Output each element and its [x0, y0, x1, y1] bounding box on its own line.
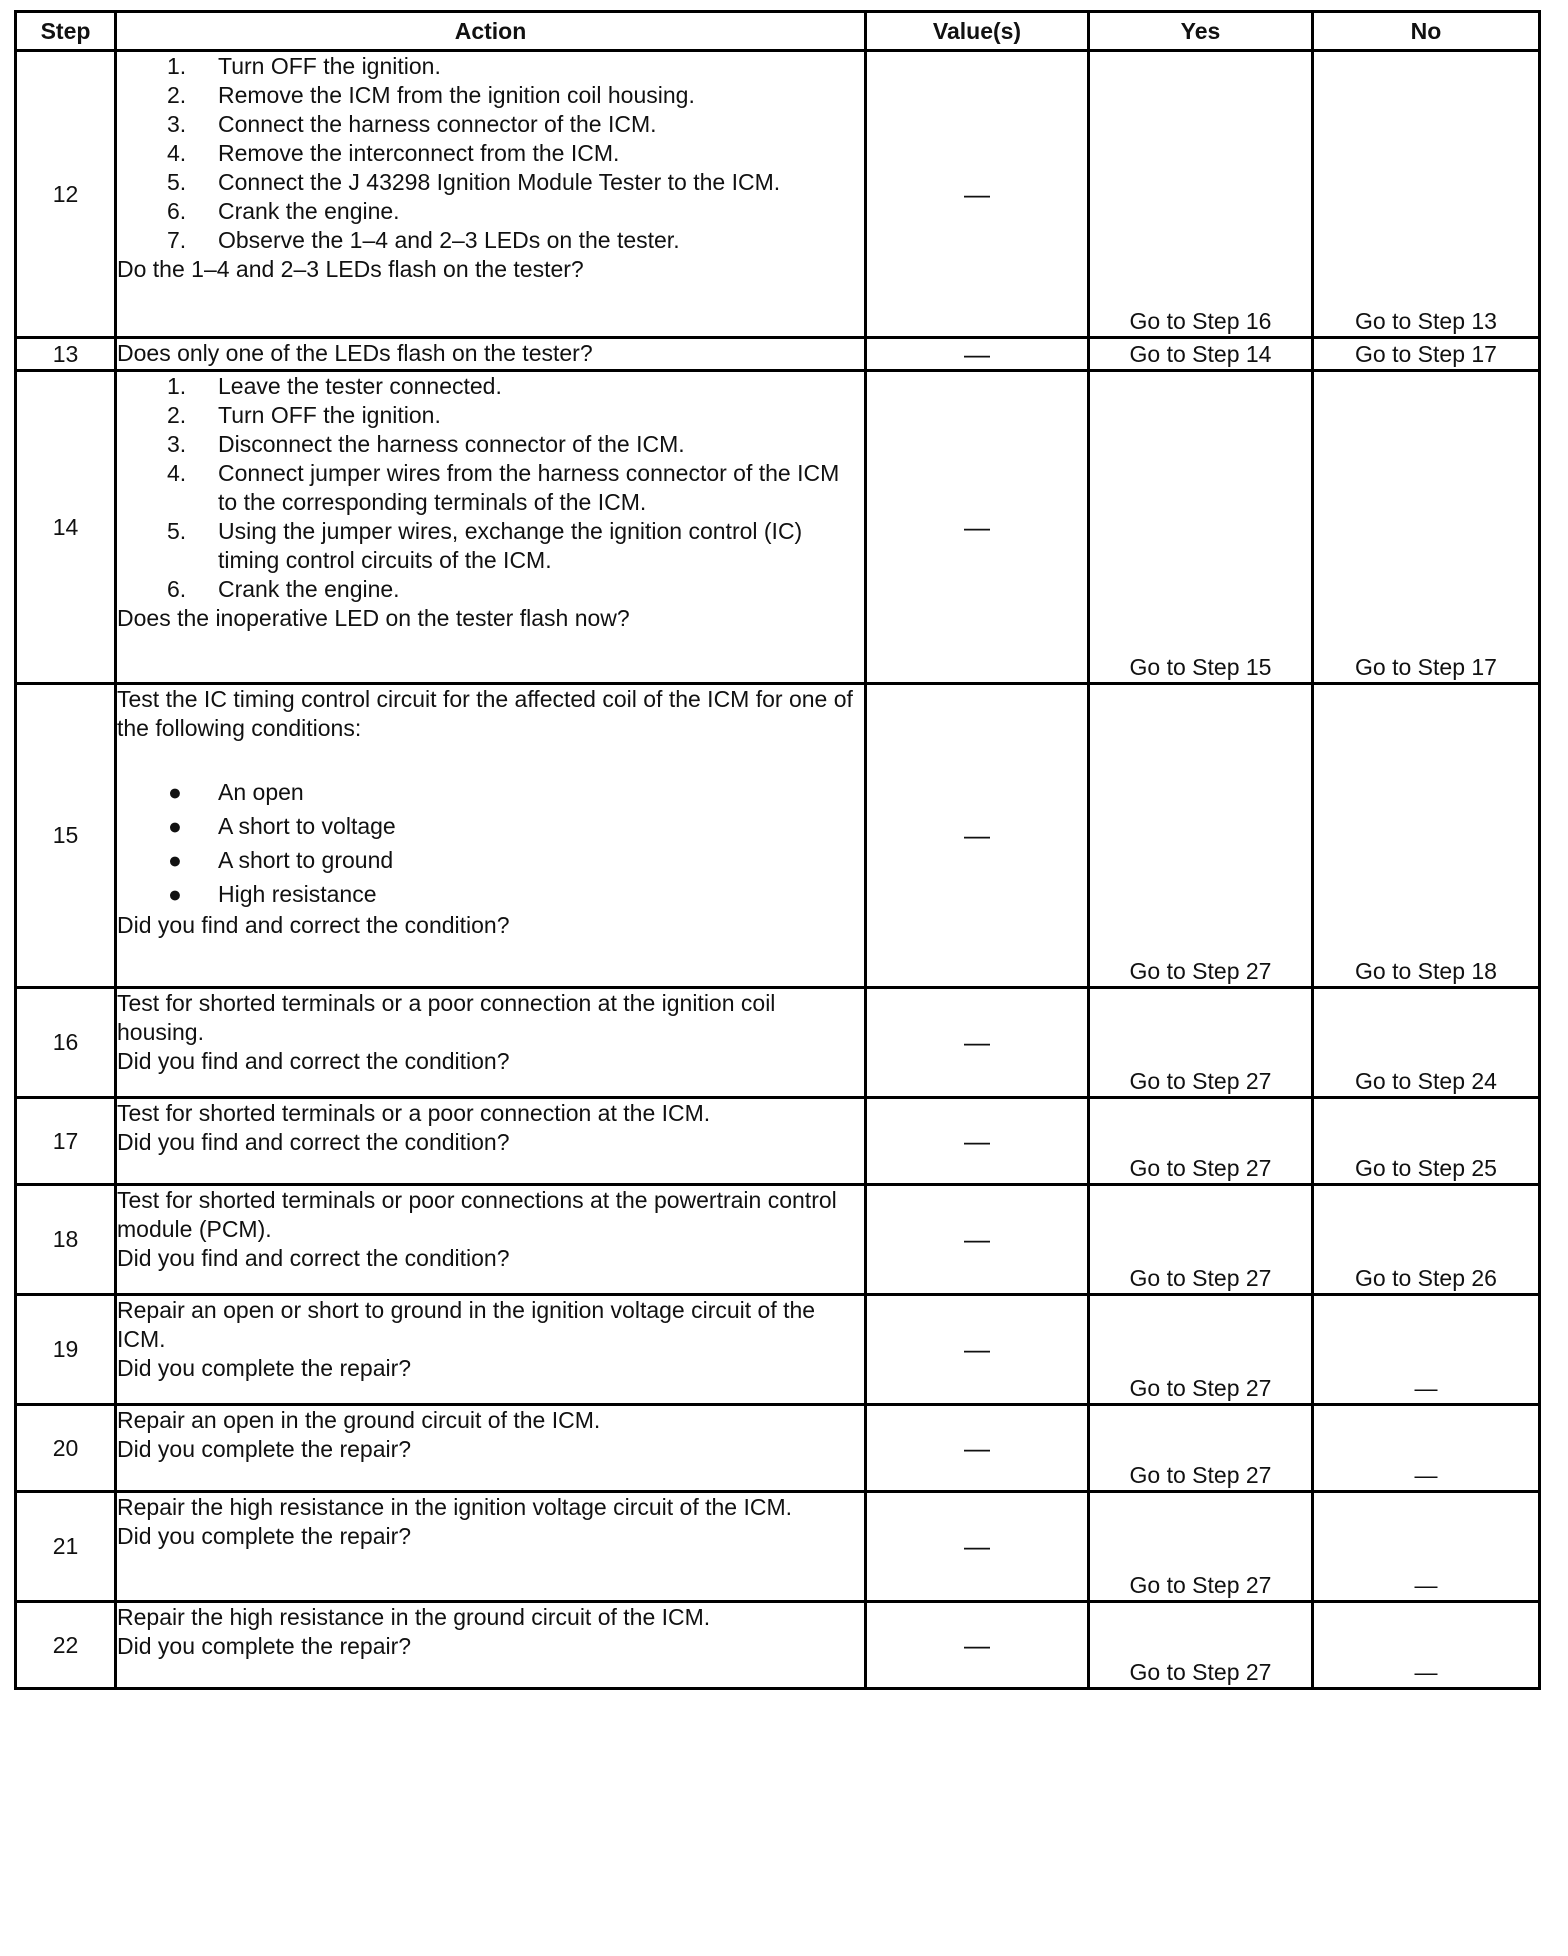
action-cell [116, 1098, 866, 1185]
no-cell: — [1313, 1295, 1540, 1405]
procedure-list [117, 52, 864, 255]
value-cell: — [866, 1185, 1089, 1295]
action-question: Did you complete the repair? [117, 1355, 412, 1381]
step-number: 12 [16, 51, 116, 338]
procedure-step-text: Remove the ICM from the ignition coil housing. [218, 82, 695, 108]
value-cell: — [866, 1098, 1089, 1185]
yes-cell: Go to Step 15 [1089, 371, 1313, 684]
procedure-step [117, 52, 864, 81]
bullet-icon: ● [168, 813, 182, 839]
procedure-step-text: Leave the tester connected. [218, 373, 502, 399]
condition-text: A short to ground [218, 847, 394, 873]
procedure-step-number: 2. [167, 82, 187, 108]
action-text: Test the IC timing control circuit for the affected coil of the ICM for one of the following conditions: [117, 686, 853, 741]
procedure-step-text: Crank the engine. [218, 198, 400, 224]
action-question: Did you complete the repair? [117, 1633, 412, 1659]
procedure-step-number: 7. [167, 227, 187, 253]
table-row [16, 1295, 1540, 1405]
procedure-step-text: Remove the interconnect from the ICM. [218, 140, 620, 166]
action-cell [116, 1492, 866, 1602]
action-cell [116, 51, 866, 338]
no-cell: — [1313, 1405, 1540, 1492]
value-cell: — [866, 338, 1089, 371]
value-cell: — [866, 1295, 1089, 1405]
yes-cell: Go to Step 27 [1089, 988, 1313, 1098]
procedure-step-text: Disconnect the harness connector of the ICM. [218, 431, 685, 457]
table-row [16, 51, 1540, 338]
value-cell: — [866, 51, 1089, 338]
header-step: Step [16, 12, 116, 51]
diagnostic-table [14, 10, 1541, 1690]
no-cell: — [1313, 1492, 1540, 1602]
header-yes: Yes [1089, 12, 1313, 51]
action-text: Test for shorted terminals or a poor connection at the ignition coil housing. [117, 990, 776, 1045]
action-cell [116, 684, 866, 988]
table-row [16, 338, 1540, 371]
value-cell: — [866, 371, 1089, 684]
step-number: 15 [16, 684, 116, 988]
yes-cell: Go to Step 27 [1089, 1185, 1313, 1295]
condition-list [117, 775, 864, 911]
action-cell [116, 1405, 866, 1492]
procedure-step-text: Connect the harness connector of the ICM. [218, 111, 657, 137]
action-question: Did you find and correct the condition? [117, 1245, 510, 1271]
procedure-step [117, 139, 864, 168]
yes-cell: Go to Step 27 [1089, 1295, 1313, 1405]
procedure-step-text: Connect the J 43298 Ignition Module Tester to the ICM. [218, 169, 781, 195]
no-cell: Go to Step 13 [1313, 51, 1540, 338]
action-text: Repair the high resistance in the ignition voltage circuit of the ICM. [117, 1494, 793, 1520]
condition-item [117, 775, 864, 809]
action-cell [116, 338, 866, 371]
action-cell [116, 988, 866, 1098]
step-number: 16 [16, 988, 116, 1098]
procedure-step [117, 372, 864, 401]
procedure-step-number: 4. [167, 140, 187, 166]
procedure-step [117, 110, 864, 139]
no-cell: Go to Step 26 [1313, 1185, 1540, 1295]
yes-cell: Go to Step 27 [1089, 1602, 1313, 1689]
action-text: Does only one of the LEDs flash on the tester? [117, 340, 593, 366]
action-text: Repair the high resistance in the ground circuit of the ICM. [117, 1604, 711, 1630]
procedure-step-text: Using the jumper wires, exchange the ignition control (IC) timing control circuits of the ICM. [218, 518, 803, 573]
yes-cell: Go to Step 27 [1089, 684, 1313, 988]
value-cell: — [866, 684, 1089, 988]
table-row [16, 988, 1540, 1098]
procedure-step [117, 168, 864, 197]
step-number: 17 [16, 1098, 116, 1185]
procedure-step-number: 4. [167, 460, 187, 486]
procedure-step-number: 5. [167, 518, 187, 544]
condition-text: A short to voltage [218, 813, 396, 839]
yes-cell: Go to Step 27 [1089, 1405, 1313, 1492]
table-row [16, 1405, 1540, 1492]
value-cell: — [866, 988, 1089, 1098]
header-values: Value(s) [866, 12, 1089, 51]
procedure-step-number: 6. [167, 198, 187, 224]
action-question: Did you complete the repair? [117, 1436, 412, 1462]
procedure-step-number: 1. [167, 53, 187, 79]
procedure-step-number: 2. [167, 402, 187, 428]
step-number: 20 [16, 1405, 116, 1492]
step-number: 21 [16, 1492, 116, 1602]
procedure-step [117, 430, 864, 459]
procedure-step [117, 81, 864, 110]
procedure-step [117, 226, 864, 255]
step-number: 22 [16, 1602, 116, 1689]
procedure-step-number: 6. [167, 576, 187, 602]
procedure-step-text: Turn OFF the ignition. [218, 53, 441, 79]
table-row [16, 684, 1540, 988]
yes-cell: Go to Step 27 [1089, 1492, 1313, 1602]
table-row [16, 1602, 1540, 1689]
no-cell: — [1313, 1602, 1540, 1689]
value-cell: — [866, 1405, 1089, 1492]
no-cell: Go to Step 25 [1313, 1098, 1540, 1185]
no-cell: Go to Step 24 [1313, 988, 1540, 1098]
action-question: Do the 1–4 and 2–3 LEDs flash on the tester? [117, 256, 584, 282]
procedure-step-text: Observe the 1–4 and 2–3 LEDs on the tester. [218, 227, 680, 253]
procedure-step-text: Turn OFF the ignition. [218, 402, 441, 428]
action-question: Did you find and correct the condition? [117, 1129, 510, 1155]
yes-cell: Go to Step 16 [1089, 51, 1313, 338]
procedure-step-number: 1. [167, 373, 187, 399]
step-number: 13 [16, 338, 116, 371]
action-text: Test for shorted terminals or a poor connection at the ICM. [117, 1100, 711, 1126]
procedure-step-text: Connect jumper wires from the harness connector of the ICM to the corresponding terminals of the ICM. [218, 460, 840, 515]
action-question: Did you complete the repair? [117, 1523, 412, 1549]
table-row [16, 1185, 1540, 1295]
bullet-icon: ● [168, 779, 182, 805]
action-text: Test for shorted terminals or poor connections at the powertrain control module (PCM). [117, 1187, 837, 1242]
procedure-step [117, 401, 864, 430]
action-cell [116, 371, 866, 684]
action-question: Does the inoperative LED on the tester flash now? [117, 605, 630, 631]
action-cell [116, 1602, 866, 1689]
header-no: No [1313, 12, 1540, 51]
procedure-step [117, 459, 864, 517]
procedure-step [117, 197, 864, 226]
table-row [16, 371, 1540, 684]
action-text: Repair an open or short to ground in the ignition voltage circuit of the ICM. [117, 1297, 816, 1352]
action-text: Repair an open in the ground circuit of the ICM. [117, 1407, 601, 1433]
condition-item [117, 877, 864, 911]
condition-text: High resistance [218, 881, 377, 907]
header-action: Action [116, 12, 866, 51]
action-cell [116, 1295, 866, 1405]
procedure-step [117, 517, 864, 575]
table-row [16, 1098, 1540, 1185]
step-number: 14 [16, 371, 116, 684]
procedure-step [117, 575, 864, 604]
no-cell: Go to Step 17 [1313, 338, 1540, 371]
table-row [16, 1492, 1540, 1602]
action-question: Did you find and correct the condition? [117, 1048, 510, 1074]
no-cell: Go to Step 18 [1313, 684, 1540, 988]
yes-cell: Go to Step 14 [1089, 338, 1313, 371]
procedure-step-text: Crank the engine. [218, 576, 400, 602]
procedure-step-number: 3. [167, 431, 187, 457]
step-number: 18 [16, 1185, 116, 1295]
no-cell: Go to Step 17 [1313, 371, 1540, 684]
procedure-step-number: 3. [167, 111, 187, 137]
step-number: 19 [16, 1295, 116, 1405]
procedure-step-number: 5. [167, 169, 187, 195]
bullet-icon: ● [168, 881, 182, 907]
condition-text: An open [218, 779, 304, 805]
condition-item [117, 809, 864, 843]
header-row [16, 12, 1540, 51]
action-cell [116, 1185, 866, 1295]
procedure-list [117, 372, 864, 604]
condition-item [117, 843, 864, 877]
yes-cell: Go to Step 27 [1089, 1098, 1313, 1185]
value-cell: — [866, 1492, 1089, 1602]
value-cell: — [866, 1602, 1089, 1689]
action-question: Did you find and correct the condition? [117, 912, 510, 938]
bullet-icon: ● [168, 847, 182, 873]
